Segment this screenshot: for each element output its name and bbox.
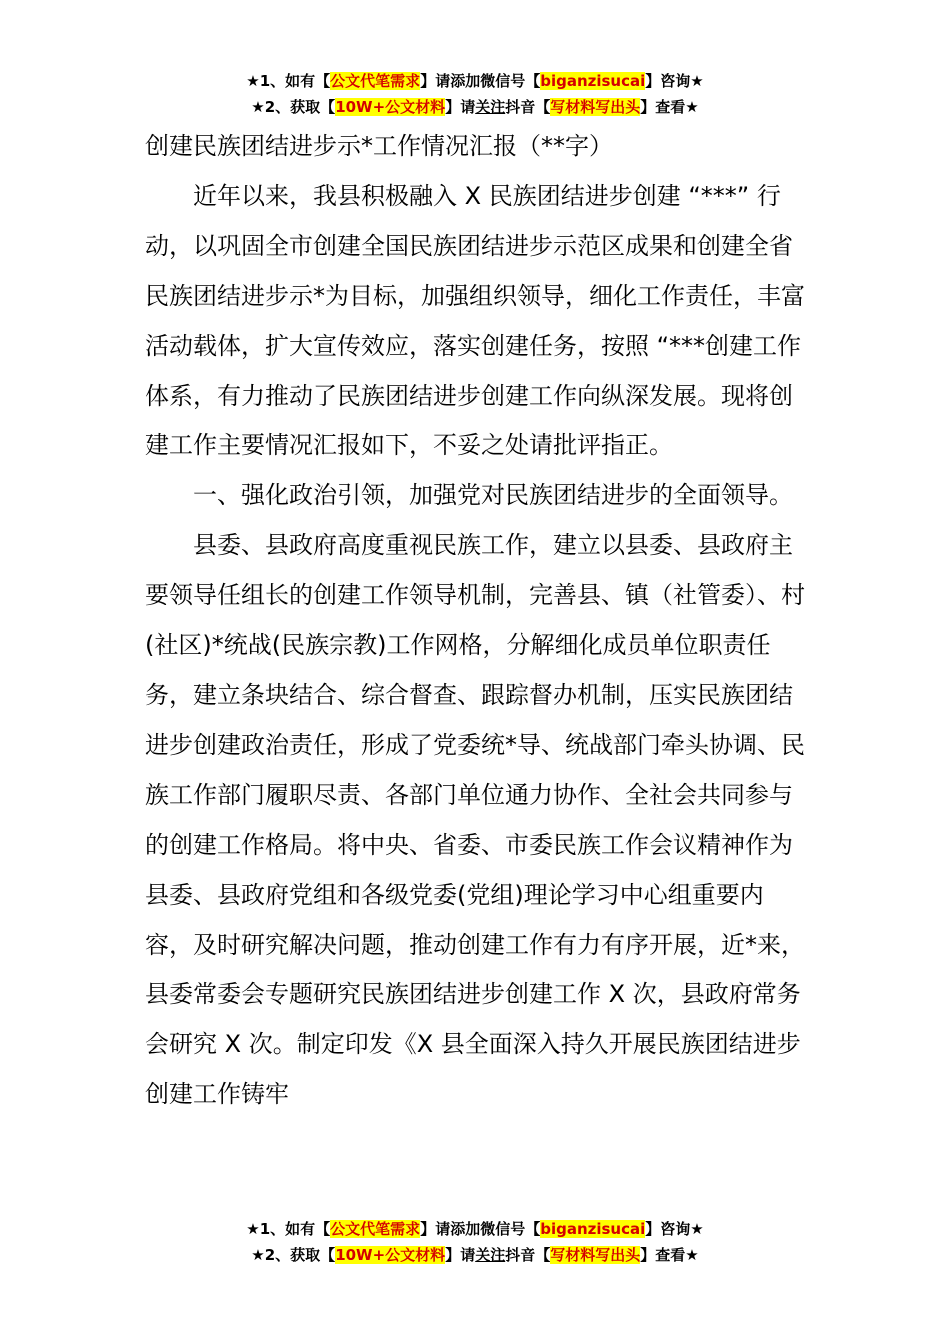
banner-text: 】咨询★ [645,1220,704,1238]
document-title: 创建民族团结进步示*工作情况汇报（**字） [145,132,613,160]
banner-highlight: 10W+公文材料 [335,1246,446,1264]
banner-text: 抖音【 [505,98,551,116]
banner-highlight: 公文代笔需求 [330,72,421,90]
banner-highlight: 10W+公文材料 [335,98,446,116]
banner-text: 】请添加微信号【 [420,1220,541,1238]
banner-line-2 [0,1242,950,1268]
banner-text: 】查看★ [640,1246,699,1264]
banner-underline: 关注 [475,98,506,116]
banner-text: ★2、获取【 [251,98,336,116]
banner-highlight-wechat: biganzisucai [540,72,646,90]
banner-highlight-wechat: biganzisucai [540,1220,646,1238]
banner-line-1 [0,68,950,94]
banner-line-2 [0,94,950,120]
banner-text: 】请 [445,98,476,116]
header-banner [0,68,950,120]
banner-text: 】查看★ [640,98,699,116]
banner-text: ★1、如有【 [246,1220,331,1238]
paragraph-body: 县委、县政府高度重视民族工作，建立以县委、县政府主要领导任组长的创建工作领导机制，完善县、镇（社管委）、村(社区)*统战(民族宗教)工作网格，分解细化成员单位职责任务，建立条块结合、综合督查、跟踪督办机制，压实民族团结进步创建政治责任，形成了党委统*导、统战部门牵头协调、民族工作部门履职尽责、各部门单位通力协作、全社会共同参与的创建工作格局。将中央、省委、市委民族工作会议精神作为县委、县政府党组和各级党委(党组)理论学习中心组重要内容，及时研究解决问题，推动创建工作有力有序开展，近*来，县委常委会专题研究民族团结进步创建工作 X 次，县政府常务会研究 X 次。制定印发《X 县全面深入持久开展民族团结进步创建工作铸牢 [145,531,805,1109]
banner-text: 抖音【 [505,1246,551,1264]
banner-highlight: 写材料写出头 [550,1246,641,1264]
banner-line-1 [0,1216,950,1242]
banner-underline: 关注 [475,1246,506,1264]
banner-text: 】请添加微信号【 [420,72,541,90]
banner-text: 】咨询★ [645,72,704,90]
banner-text: 】请 [445,1246,476,1264]
banner-text: ★1、如有【 [246,72,331,90]
banner-highlight: 公文代笔需求 [330,1220,421,1238]
banner-highlight: 写材料写出头 [550,98,641,116]
document-body [145,122,810,1120]
paragraph-intro: 近年以来，我县积极融入 X 民族团结进步创建 “***” 行动，以巩固全市创建全国民族团结进步示范区成果和创建全省民族团结进步示*为目标，加强组织领导，细化工作责任，丰富活动载体，扩大宣传效应，落实创建任务，按照 “***创建工作体系，有力推动了民族团结进步创建工作向纵深发展。现将创建工作主要情况汇报如下，不妥之处请批评指正。 [145,181,805,460]
banner-text: ★2、获取【 [251,1246,336,1264]
section-heading: 一、强化政治引领，加强党对民族团结进步的全面领导。 [193,481,793,510]
footer-banner [0,1216,950,1268]
